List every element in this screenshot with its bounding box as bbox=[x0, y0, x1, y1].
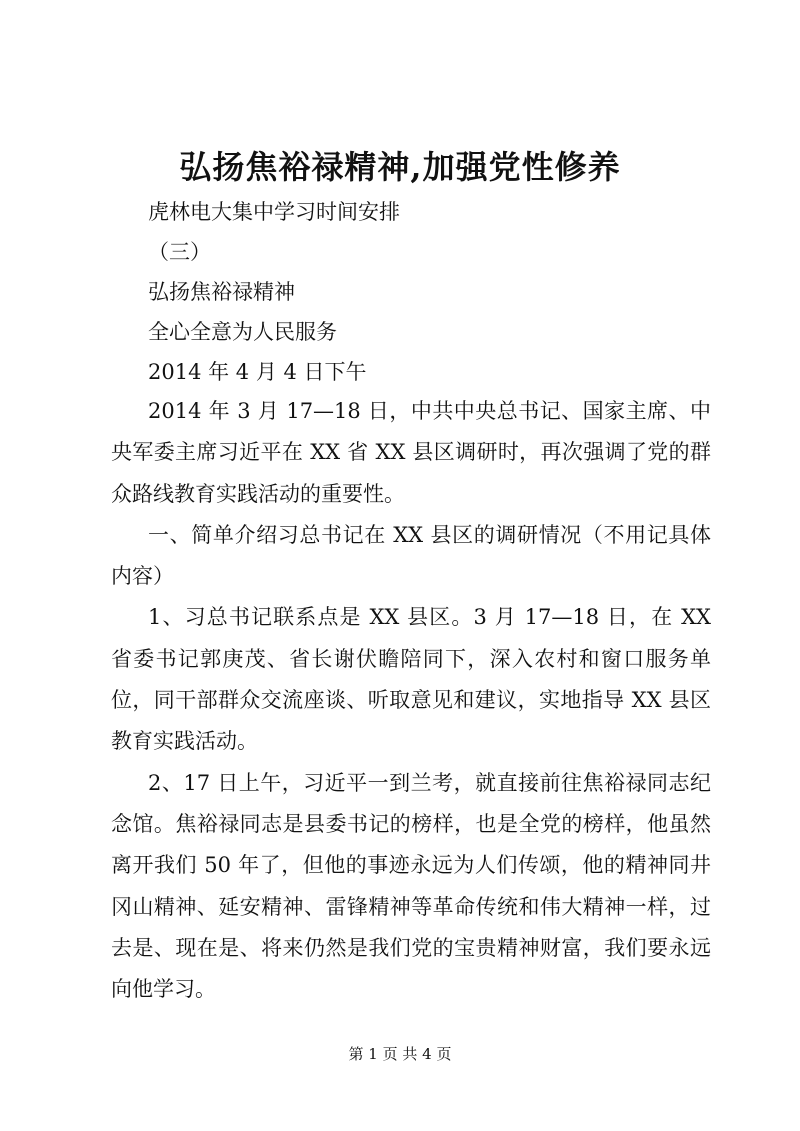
header-line-subtheme: 全心全意为人民服务 bbox=[148, 320, 337, 344]
document-title: 弘扬焦裕禄精神,加强党性修养 bbox=[179, 148, 621, 186]
header-line-schedule: 虎林电大集中学习时间安排 bbox=[148, 200, 400, 224]
header-line-theme: 弘扬焦裕禄精神 bbox=[148, 280, 295, 304]
paragraph: 2、17 日上午，习近平一到兰考，就直接前往焦裕禄同志纪念馆。焦裕禄同志是县委书记的榜样，也是全党的榜样，他虽然离开我们 50 年了，但他的事迹永远为人们传颂，他的精神同井冈山精神、延安精神、雷锋精神等革命传统和伟大精神一样，过去是、现在是、将来仍然是我们党的宝贵精神财富，我们要永远向他学习。 bbox=[111, 770, 711, 1002]
page-footer: 第 1 页 共 4 页 bbox=[348, 1045, 452, 1063]
paragraph: 1、习总书记联系点是 XX 县区。3 月 17—18 日，在 XX 省委书记郭庚茂、省长谢伏瞻陪同下，深入农村和窗口服务单位，同干部群众交流座谈、听取意见和建议，实地指导 XX 县区教育实践活动。 bbox=[111, 605, 711, 754]
header-line-number: （三） bbox=[148, 240, 211, 264]
document-body bbox=[111, 391, 711, 1010]
header-line-date: 2014 年 4 月 4 日下午 bbox=[148, 360, 367, 384]
paragraph: 一、简单介绍习总书记在 XX 县区的调研情况（不用记具体内容） bbox=[111, 522, 711, 589]
paragraph: 2014 年 3 月 17—18 日，中共中央总书记、国家主席、中央军委主席习近平在 XX 省 XX 县区调研时，再次强调了党的群众路线教育实践活动的重要性。 bbox=[111, 399, 711, 506]
